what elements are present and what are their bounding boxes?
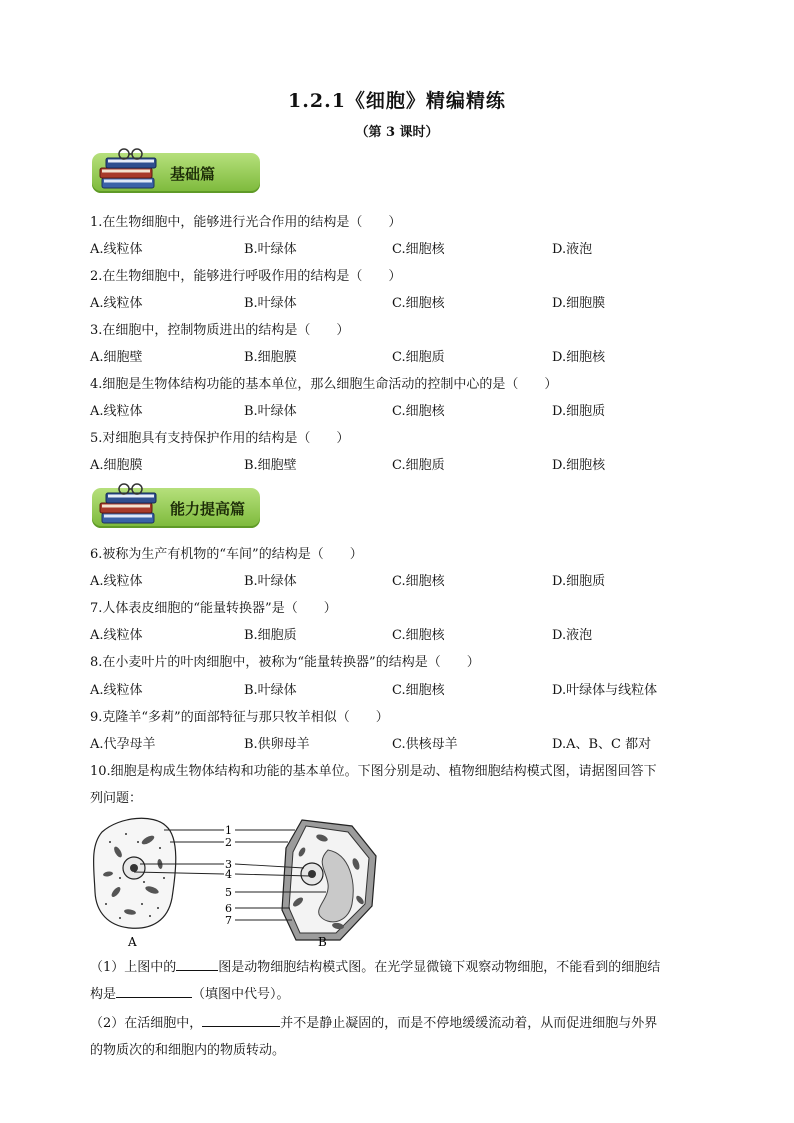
option-d: D.液泡 — [552, 242, 593, 257]
animal-cell — [94, 818, 176, 928]
option-c: C.供核母羊 — [392, 737, 458, 752]
subquestion-1 — [90, 954, 710, 1008]
subquestion-2-text-b: 并不是静止凝固的，而是不停地缓缓流动着，从而促进细胞与外界 — [280, 1016, 658, 1031]
option-b: B.细胞质 — [244, 628, 297, 643]
figure-label-5: 5 — [225, 886, 232, 899]
books-icon — [98, 146, 162, 198]
option-a: A.线粒体 — [90, 404, 143, 419]
option-a: A.线粒体 — [90, 242, 143, 257]
subquestion-1-text-c: 构是 — [90, 987, 117, 1002]
option-d: D.叶绿体与线粒体 — [552, 683, 658, 698]
option-a: A.细胞壁 — [90, 350, 143, 365]
option-b: B.叶绿体 — [244, 683, 297, 698]
option-c: C.细胞质 — [392, 350, 445, 365]
figure-caption-b: B — [318, 935, 327, 949]
page-subtitle: （第 3 课时） — [355, 125, 439, 140]
option-b: B.叶绿体 — [244, 296, 297, 311]
figure-label-6: 6 — [225, 902, 232, 915]
section-label-basic: 基础篇 — [170, 165, 216, 183]
option-a: A.细胞膜 — [90, 458, 143, 473]
page-title: 1.2.1《细胞》精编精练 — [288, 90, 506, 112]
question-stem: 7.人体表皮细胞的“能量转换器”是（ ） — [90, 601, 337, 616]
question-stem: 2.在生物细胞中，能够进行呼吸作用的结构是（ ） — [90, 269, 402, 284]
option-d: D.细胞膜 — [552, 296, 606, 311]
option-d: D.细胞质 — [552, 574, 606, 589]
option-d: D.A、B、C 都对 — [552, 737, 652, 752]
subquestion-2-text-a: （2）在活细胞中， — [90, 1016, 203, 1031]
subquestion-1-text-a: （1）上图中的 — [90, 960, 177, 975]
subquestion-2 — [90, 1010, 710, 1064]
option-c: C.细胞核 — [392, 296, 445, 311]
question-stem: 6.被称为生产有机物的“车间”的结构是（ ） — [90, 547, 363, 562]
option-a: A.代孕母羊 — [90, 737, 156, 752]
question-stem: 8.在小麦叶片的叶肉细胞中，被称为“能量转换器”的结构是（ ） — [90, 655, 480, 670]
figure-label-3: 3 — [225, 858, 232, 871]
question-stem: 10.细胞是构成生物体结构和功能的基本单位。下图分别是动、植物细胞结构模式图，请据图回答下 — [90, 764, 657, 779]
option-d: D.细胞核 — [552, 458, 606, 473]
subquestion-2-text-c: 的物质次的和细胞内的物质转动。 — [90, 1043, 286, 1058]
option-c: C.细胞核 — [392, 683, 445, 698]
figure-label-1: 1 — [225, 824, 232, 837]
option-b: B.叶绿体 — [244, 574, 297, 589]
option-c: C.细胞核 — [392, 628, 445, 643]
question-stem: 4.细胞是生物体结构功能的基本单位，那么细胞生命活动的控制中心的是（ ） — [90, 377, 558, 392]
option-a: A.线粒体 — [90, 683, 143, 698]
option-b: B.细胞壁 — [244, 458, 297, 473]
option-b: B.叶绿体 — [244, 242, 297, 257]
option-d: D.细胞质 — [552, 404, 606, 419]
option-c: C.细胞核 — [392, 404, 445, 419]
figure-label-7: 7 — [225, 914, 232, 927]
option-a: A.线粒体 — [90, 296, 143, 311]
section-label-advanced: 能力提高篇 — [170, 500, 246, 518]
section-banner-basic — [92, 150, 260, 196]
question-stem: 5.对细胞具有支持保护作用的结构是（ ） — [90, 431, 350, 446]
option-b: B.叶绿体 — [244, 404, 297, 419]
option-a: A.线粒体 — [90, 574, 143, 589]
cell-diagram — [90, 812, 390, 950]
figure-label-4: 4 — [225, 868, 232, 881]
subquestion-1-text-d: （填图中代号）。 — [192, 987, 290, 1002]
question-stem: 9.克隆羊“多莉”的面部特征与那只牧羊相似（ ） — [90, 710, 389, 725]
figure-caption-a: A — [128, 935, 137, 949]
option-a: A.线粒体 — [90, 628, 143, 643]
option-d: D.细胞核 — [552, 350, 606, 365]
question-stem: 3.在细胞中，控制物质进出的结构是（ ） — [90, 323, 350, 338]
subquestion-1-text-b: 图是动物细胞结构模式图。在光学显微镜下观察动物细胞，不能看到的细胞结 — [218, 960, 661, 975]
question-stem: 1.在生物细胞中，能够进行光合作用的结构是（ ） — [90, 215, 402, 230]
answer-blank[interactable] — [176, 956, 218, 971]
option-d: D.液泡 — [552, 628, 593, 643]
option-b: B.细胞膜 — [244, 350, 297, 365]
question-stem-continued: 列问题： — [90, 791, 143, 806]
books-icon — [98, 481, 162, 533]
plant-cell — [282, 820, 376, 940]
option-b: B.供卵母羊 — [244, 737, 310, 752]
answer-blank[interactable] — [202, 1012, 280, 1027]
option-c: C.细胞核 — [392, 242, 445, 257]
section-banner-advanced — [92, 485, 260, 531]
figure-label-2: 2 — [225, 836, 232, 849]
answer-blank[interactable] — [116, 983, 192, 998]
cell-structure-figure — [90, 812, 390, 954]
option-c: C.细胞质 — [392, 458, 445, 473]
option-c: C.细胞核 — [392, 574, 445, 589]
